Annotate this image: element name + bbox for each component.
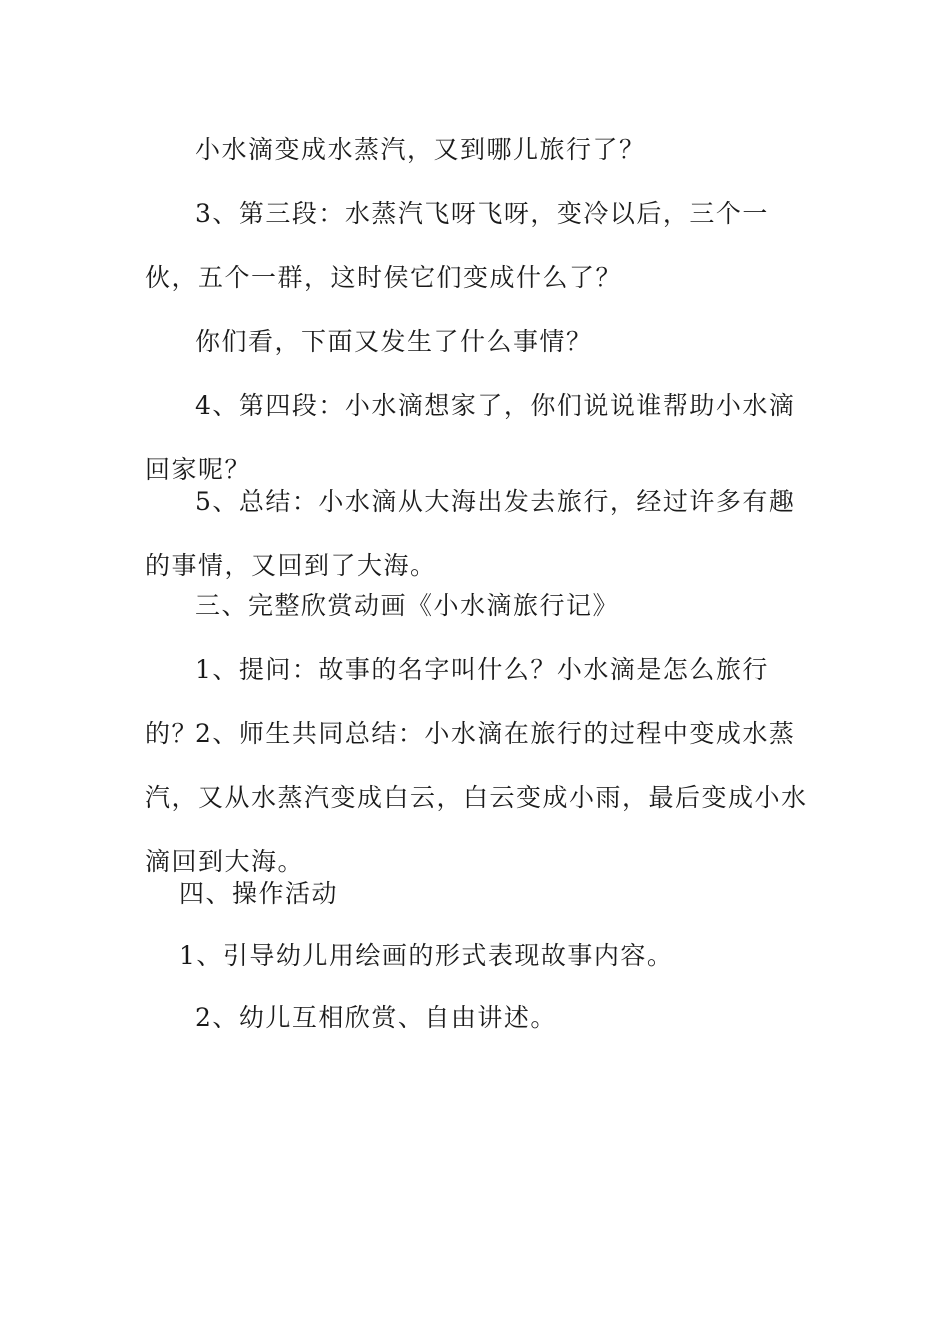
paragraph-guide-drawing: 1、引导幼儿用绘画的形式表现故事内容。 [179,941,674,970]
paragraph-question: 1、提问：故事的名字叫什么？小水滴是怎么旅行的？ [145,655,769,748]
paragraph-third-section: 3、第三段：水蒸汽飞呀飞呀，变冷以后，三个一伙，五个一群，这时侯它们变成什么了？ [145,199,769,292]
paragraph-appreciate: 2、幼儿互相欣赏、自由讲述。 [195,1003,557,1032]
paragraph-joint-summary: 2、师生共同总结：小水滴在旅行的过程中变成水蒸汽，又从水蒸汽变成白云，白云变成小雨，最后变成小水滴回到大海。 [145,719,808,876]
heading-section-three: 三、完整欣赏动画《小水滴旅行记》 [195,591,620,620]
paragraph-fourth-section: 4、第四段：小水滴想家了，你们说说谁帮助小水滴回家呢？ [145,391,796,484]
heading-section-four: 四、操作活动 [179,879,339,908]
paragraph-water-vapor-question: 小水滴变成水蒸汽，又到哪儿旅行了？ [195,135,646,164]
paragraph-what-happened: 你们看，下面又发生了什么事情？ [195,327,593,356]
paragraph-summary: 5、总结：小水滴从大海出发去旅行，经过许多有趣的事情，又回到了大海。 [145,487,796,580]
